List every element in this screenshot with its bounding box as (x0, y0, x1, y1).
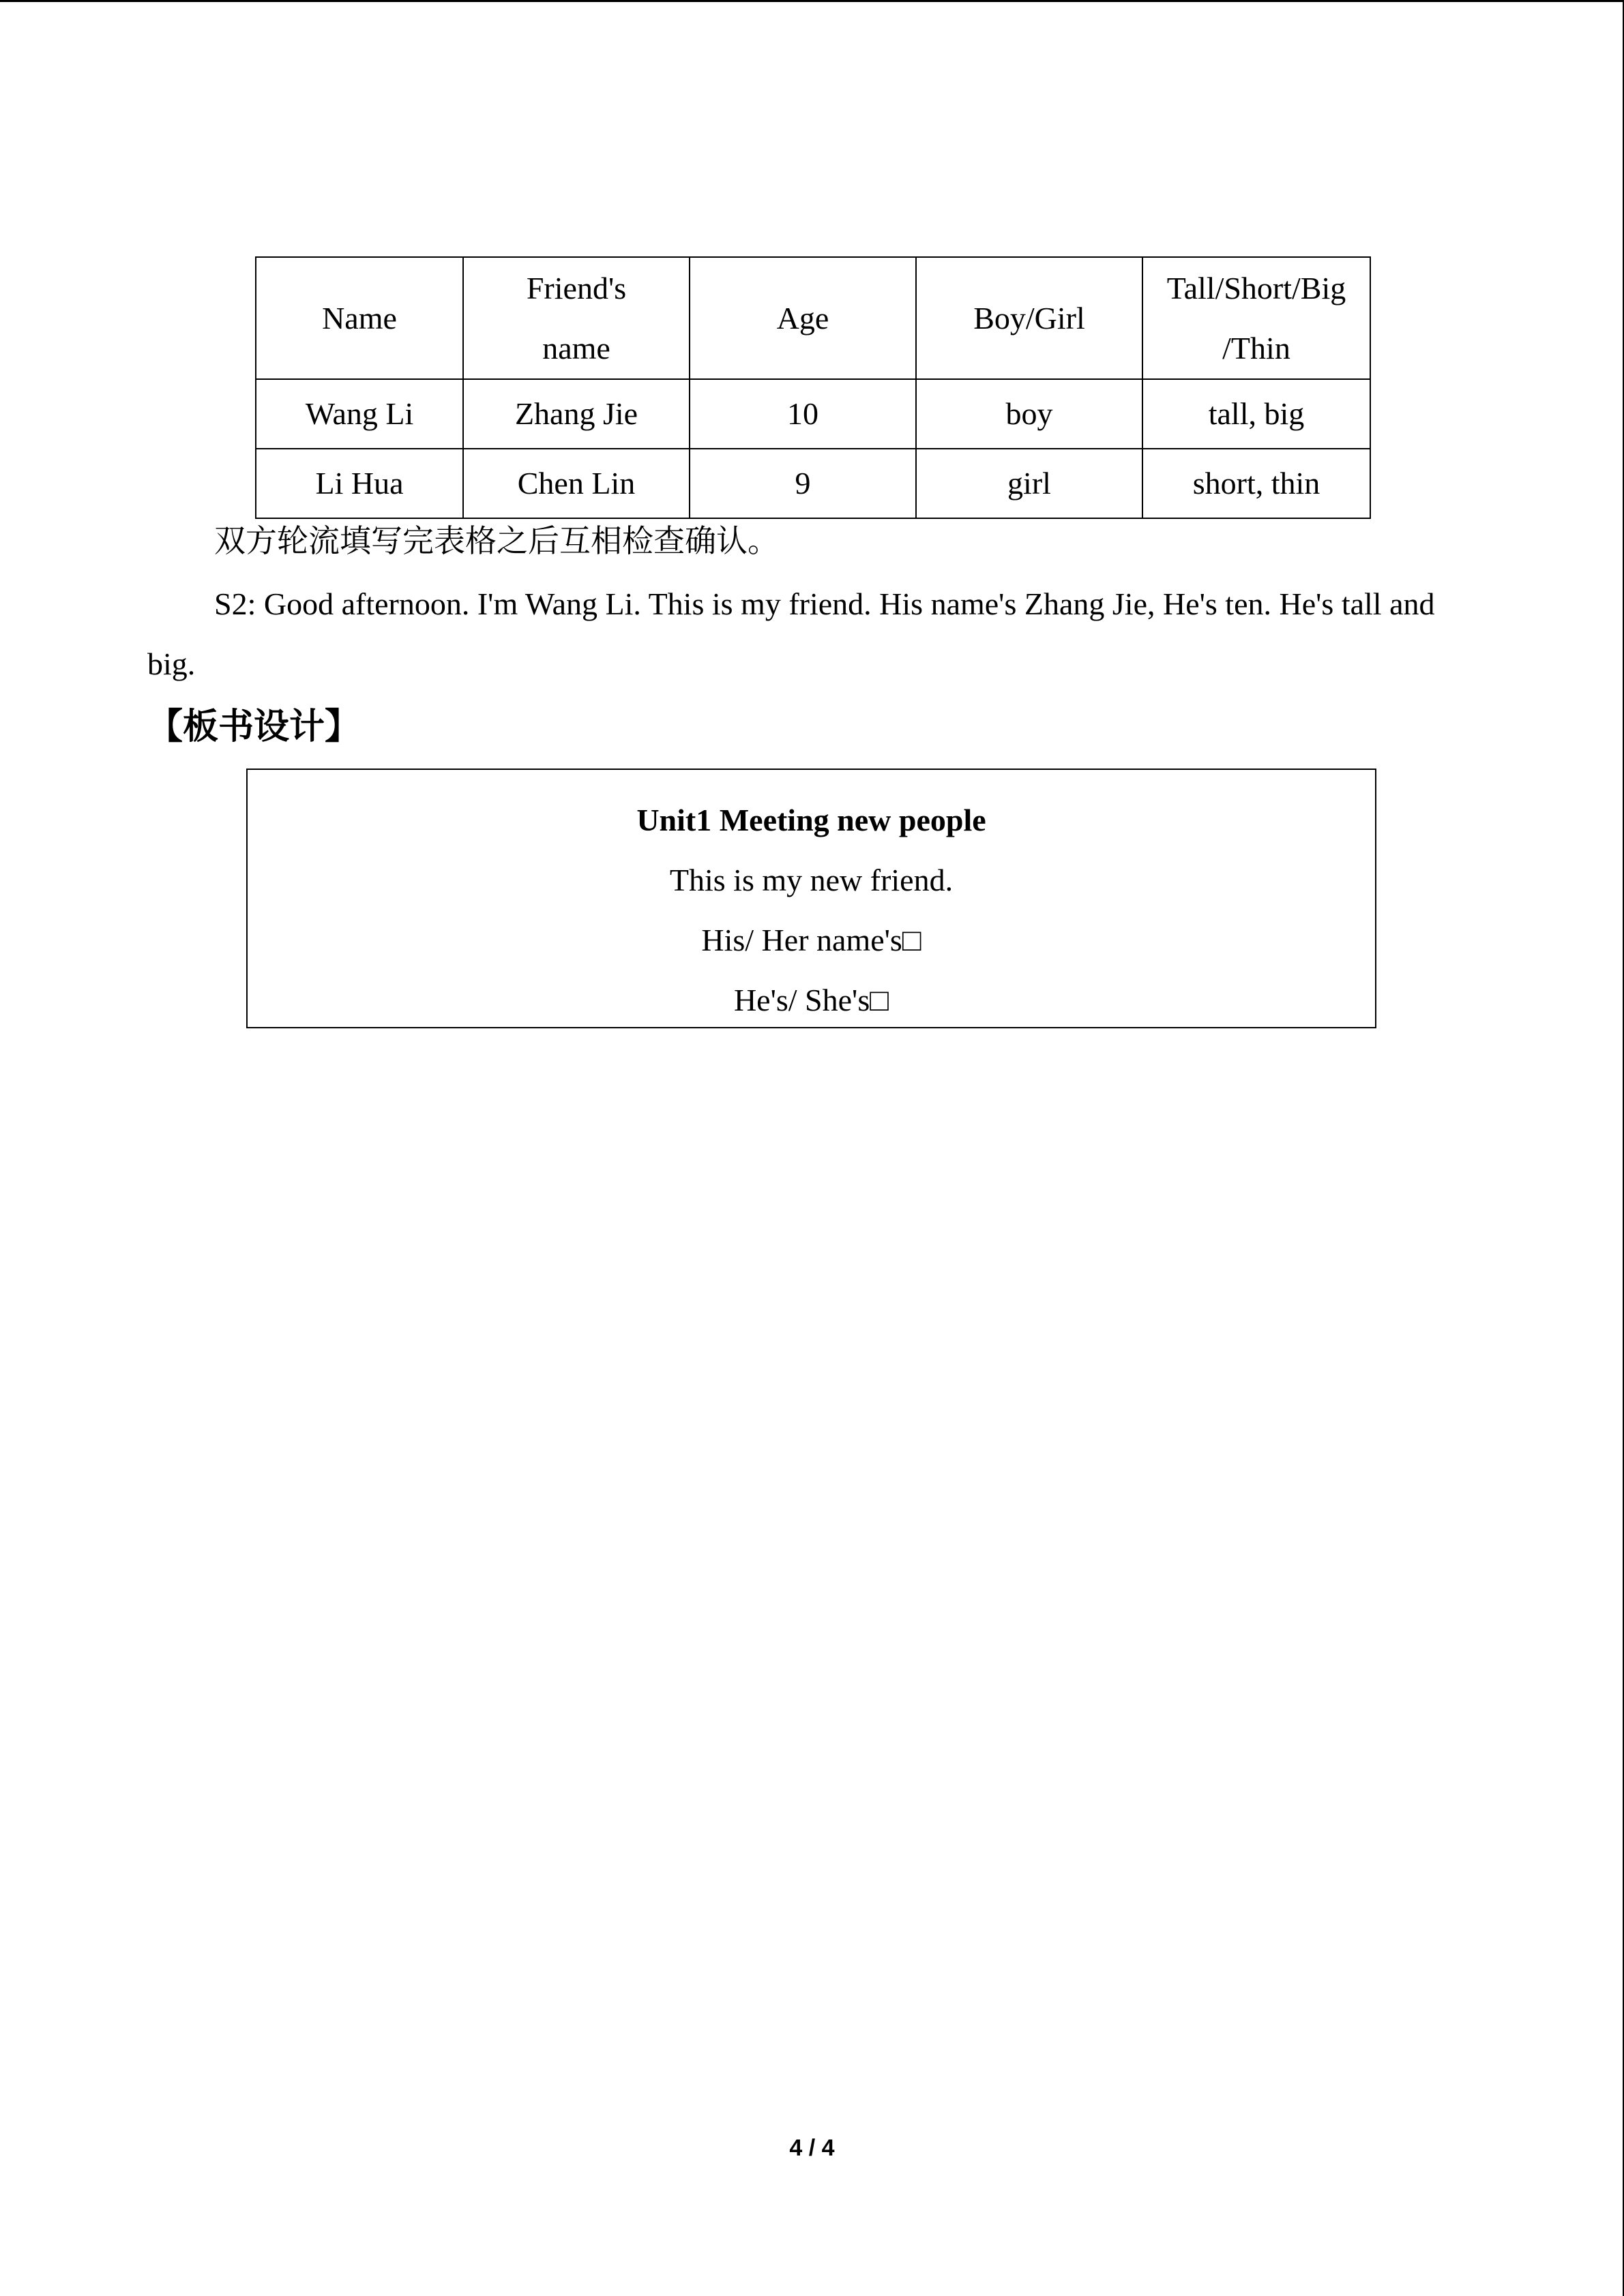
s2-dialogue-line: S2: Good afternoon. I'm Wang Li. This is my friend. His name's Zhang Jie, He's ten. He's tall and (214, 586, 1435, 621)
table-cell: boy (916, 379, 1142, 449)
table-row (256, 449, 1370, 518)
table-cell: 9 (690, 449, 916, 518)
board-design-heading: 【板书设计】 (147, 706, 361, 747)
board-line: He's/ She's□ (733, 983, 889, 1017)
board-design-box (246, 769, 1376, 1028)
header-tall-short-big-thin: Tall/Short/Big /Thin (1142, 257, 1370, 379)
friend-info-table (255, 256, 1371, 519)
s2-dialogue-line-continued: big. (147, 646, 196, 681)
table-header-row (256, 257, 1370, 379)
table-cell: Chen Lin (463, 449, 690, 518)
instruction-paragraph: 双方轮流填写完表格之后互相检查确认。 (214, 522, 779, 559)
table-cell: girl (916, 449, 1142, 518)
board-line: This is my new friend. (669, 863, 954, 897)
table-cell: Wang Li (256, 379, 463, 449)
page-number: 4 / 4 (789, 2135, 835, 2161)
board-line: His/ Her name's□ (701, 923, 921, 957)
table-cell: Zhang Jie (463, 379, 690, 449)
table-cell: 10 (690, 379, 916, 449)
table-cell: Li Hua (256, 449, 463, 518)
header-age: Age (690, 257, 916, 379)
board-title: Unit1 Meeting new people (636, 803, 986, 837)
header-boy-girl: Boy/Girl (916, 257, 1142, 379)
header-friends-name: Friend's name (463, 257, 690, 379)
header-name: Name (256, 257, 463, 379)
table-cell: tall, big (1142, 379, 1370, 449)
table-cell: short, thin (1142, 449, 1370, 518)
table-row (256, 379, 1370, 449)
page-top-border (0, 0, 1624, 2)
